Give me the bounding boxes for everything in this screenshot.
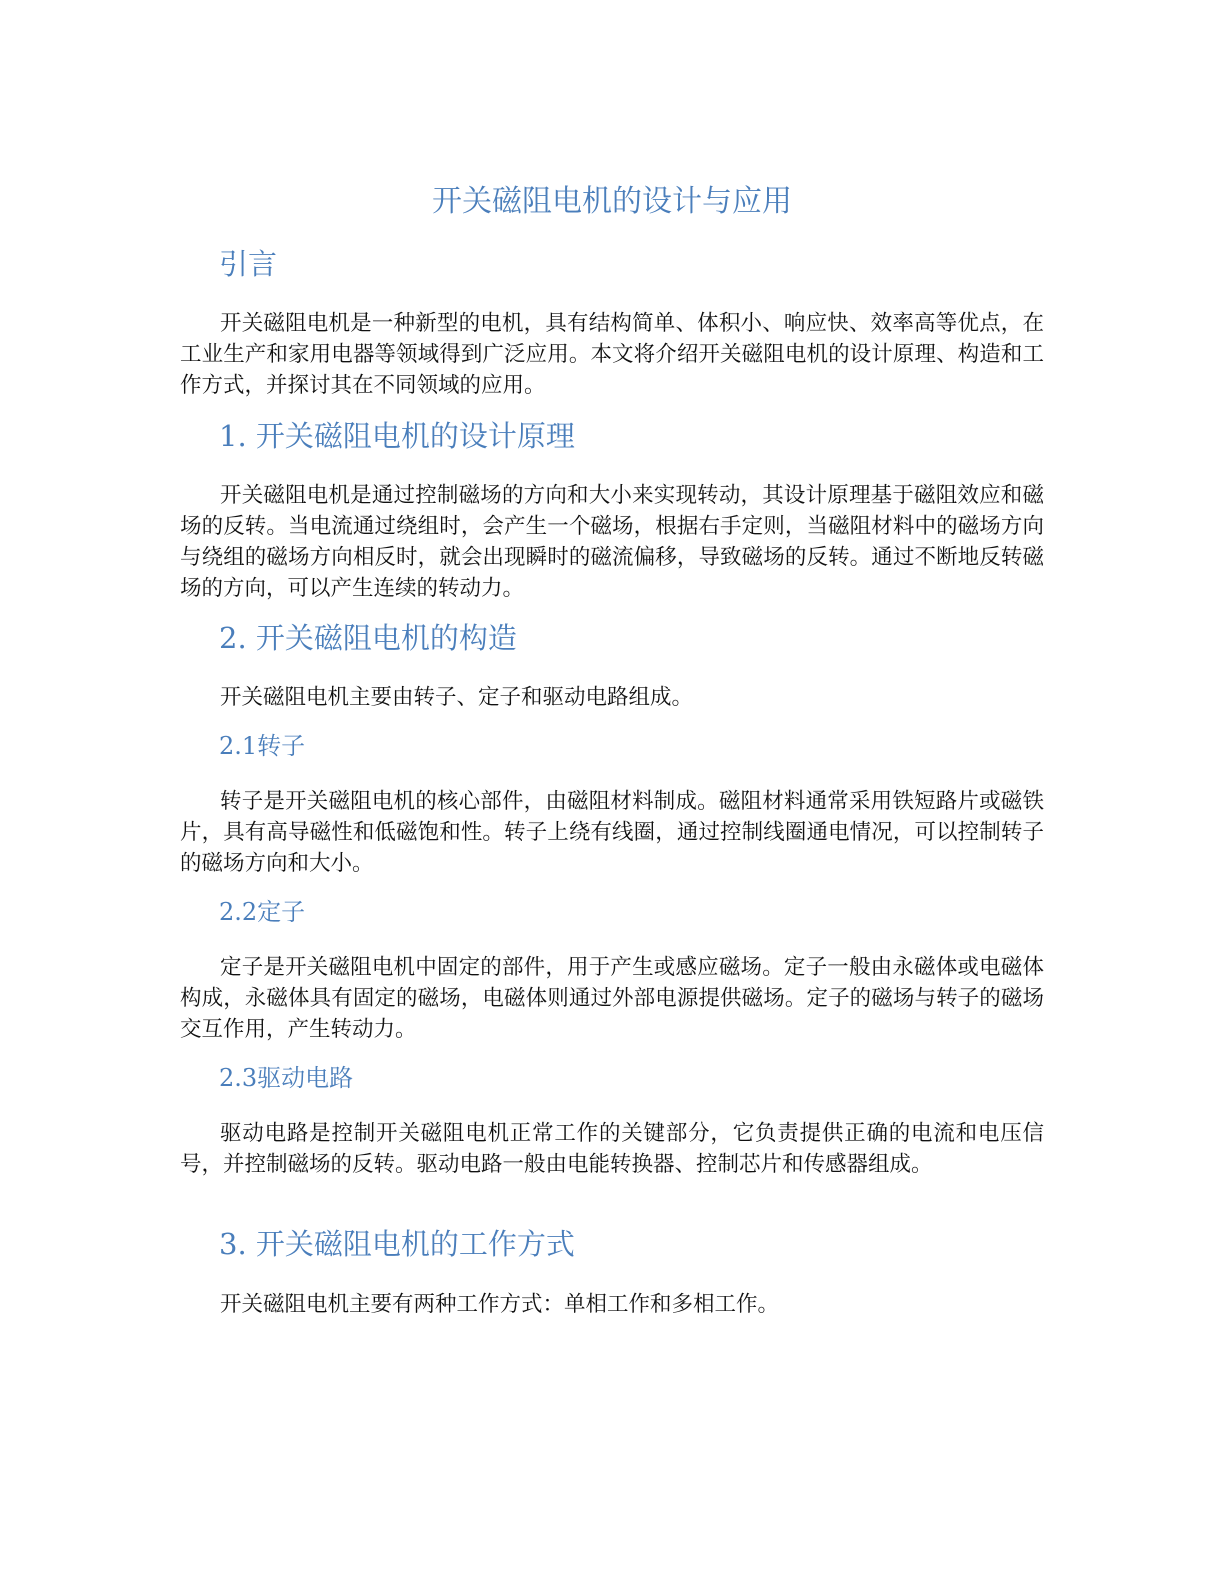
- heading-intro: 引言: [219, 247, 278, 281]
- heading-driver: 2.3驱动电路: [219, 1064, 354, 1092]
- paragraph-driver: 驱动电路是控制开关磁阻电机正常工作的关键部分，它负责提供正确的电流和电压信号，并控制磁场的反转。驱动电路一般由电能转换器、控制芯片和传感器组成。: [180, 1121, 1044, 1177]
- paragraph-intro: 开关磁阻电机是一种新型的电机，具有结构简单、体积小、响应快、效率高等优点，在工业生产和家用电器等领域得到广泛应用。本文将介绍开关磁阻电机的设计原理、构造和工作方式，并探讨其在不同领域的应用。: [180, 311, 1044, 398]
- paragraph-stator: 定子是开关磁阻电机中固定的部件，用于产生或感应磁场。定子一般由永磁体或电磁体构成，永磁体具有固定的磁场，电磁体则通过外部电源提供磁场。定子的磁场与转子的磁场交互作用，产生转动力。: [180, 955, 1044, 1042]
- heading-section-2: 2. 开关磁阻电机的构造: [219, 621, 517, 655]
- heading-stator: 2.2定子: [219, 898, 306, 926]
- heading-rotor: 2.1转子: [219, 732, 306, 760]
- document-title: 开关磁阻电机的设计与应用: [432, 184, 792, 219]
- paragraph-section-1: 开关磁阻电机是通过控制磁场的方向和大小来实现转动，其设计原理基于磁阻效应和磁场的反转。当电流通过绕组时，会产生一个磁场，根据右手定则，当磁阻材料中的磁场方向与绕组的磁场方向相反时，就会出现瞬时的磁流偏移，导致磁场的反转。通过不断地反转磁场的方向，可以产生连续的转动力。: [180, 483, 1044, 601]
- paragraph-section-2: 开关磁阻电机主要由转子、定子和驱动电路组成。: [220, 685, 694, 710]
- paragraph-section-3: 开关磁阻电机主要有两种工作方式：单相工作和多相工作。: [220, 1292, 780, 1317]
- heading-section-1: 1. 开关磁阻电机的设计原理: [219, 419, 575, 453]
- heading-section-3: 3. 开关磁阻电机的工作方式: [219, 1227, 575, 1261]
- paragraph-rotor: 转子是开关磁阻电机的核心部件，由磁阻材料制成。磁阻材料通常采用铁短路片或磁铁片，具有高导磁性和低磁饱和性。转子上绕有线圈，通过控制线圈通电情况，可以控制转子的磁场方向和大小。: [180, 789, 1044, 876]
